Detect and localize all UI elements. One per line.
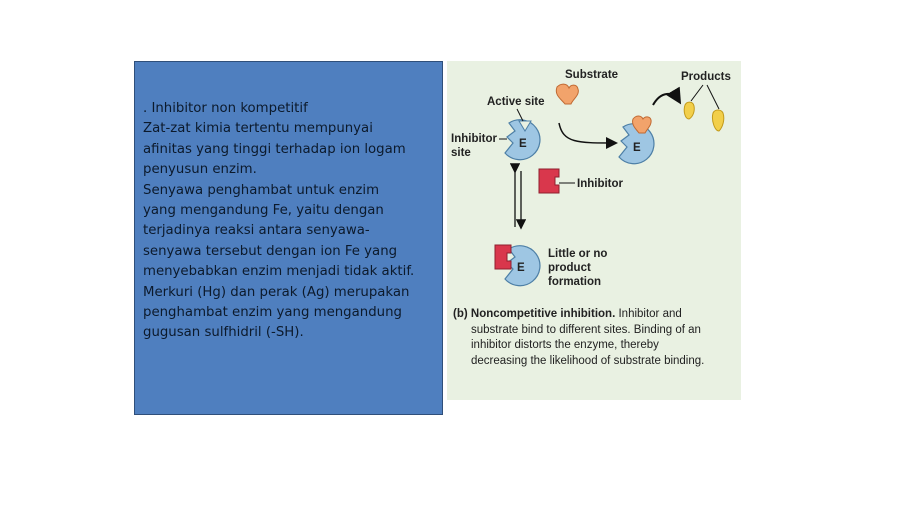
products-arrow (653, 94, 679, 105)
caption-line-1: Inhibitor and (615, 308, 682, 320)
enzyme-label: E (519, 138, 527, 150)
text-body (143, 99, 439, 344)
enzyme-inhibitor-complex (495, 245, 540, 286)
caption-line-3: inhibitor distorts the enzyme, thereby (471, 339, 659, 351)
caption-line-2: substrate bind to different sites. Binding of an (471, 323, 701, 336)
enzyme-label: E (633, 142, 641, 154)
reaction-arrow (559, 123, 615, 143)
inhibitor-site-label-2: site (451, 147, 471, 159)
products-label: Products (681, 71, 731, 83)
substrate-free (556, 84, 578, 104)
text-line: penyusun enzim. (143, 162, 257, 178)
caption-title: Noncompetitive inhibition. (470, 308, 616, 320)
reversible-arrows (515, 171, 521, 227)
text-panel (134, 61, 443, 415)
caption-line-4: decreasing the likelihood of substrate binding. (471, 354, 705, 367)
products (684, 85, 724, 131)
little-product-label-1: Little or no (548, 248, 608, 260)
text-line: . Inhibitor non kompetitif (143, 101, 308, 116)
text-line: senyawa tersebut dengan ion Fe yang (143, 243, 398, 259)
inhibitor-label: Inhibitor (577, 178, 623, 190)
inhibitor-free (539, 169, 575, 193)
text-line: Zat-zat kimia tertentu mempunyai (143, 121, 373, 137)
text-line: afinitas yang tinggi terhadap ion logam (143, 141, 406, 157)
active-site-label: Active site (487, 96, 545, 108)
enzyme-label: E (517, 262, 525, 274)
text-line: terjadinya reaksi antara senyawa- (143, 223, 370, 239)
caption-prefix: (b) (453, 308, 471, 320)
figure-caption (453, 307, 739, 369)
text-line: penghambat enzim yang mengandung (143, 305, 402, 321)
enzyme-substrate-complex (619, 116, 654, 164)
text-line: Senyawa penghambat untuk enzim (143, 182, 380, 198)
little-product-label-2: product (548, 262, 591, 274)
substrate-label: Substrate (565, 69, 619, 81)
noncompetitive-inhibition-figure (447, 61, 741, 400)
enzyme-free (505, 120, 540, 160)
inhibitor-site-label-1: Inhibitor (451, 133, 497, 145)
text-line: Merkuri (Hg) dan perak (Ag) merupakan (143, 284, 410, 300)
text-line: gugusan sulfhidril (-SH). (143, 325, 304, 341)
text-line: menyebabkan enzim menjadi tidak aktif. (143, 264, 415, 280)
text-line: yang mengandung Fe, yaitu dengan (143, 203, 384, 219)
little-product-label-3: formation (548, 276, 602, 288)
